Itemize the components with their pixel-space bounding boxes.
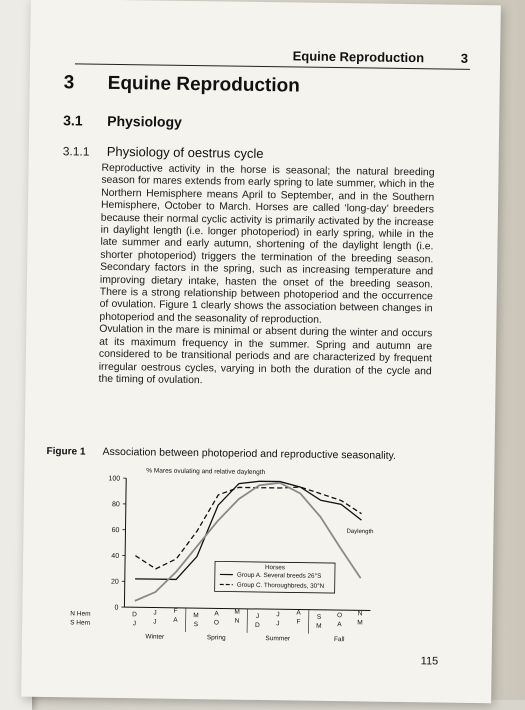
x-tick-label: M xyxy=(193,612,199,619)
x-tick-label: M xyxy=(234,609,240,616)
season-label: Summer xyxy=(265,635,290,642)
x-tick-label: F xyxy=(174,608,178,615)
book-page xyxy=(21,0,501,703)
paragraph-2: Ovulation in the mare is minimal or absent during the winter and occurs at its maximum frequency in the summer. Spring and autumn are considered to be transitional periods and are characterized by frequent irregular oestrous cycles, varying in both the duration of the cycle and the timing of ovulation. xyxy=(98,324,432,391)
chapter-title: Equine Reproduction xyxy=(108,73,300,98)
x-tick-label: S xyxy=(194,621,199,628)
x-tick-label: D xyxy=(255,622,260,629)
season-label: Spring xyxy=(207,634,226,641)
subsection-title: Physiology of oestrus cycle xyxy=(107,144,264,161)
figure-chart xyxy=(52,463,384,646)
y-tick-label: 60 xyxy=(112,527,120,534)
x-tick-label: S xyxy=(317,614,322,621)
x-tick-label: A xyxy=(337,621,342,628)
y-tick-label: 0 xyxy=(114,604,118,611)
y-tick-label: 80 xyxy=(112,501,120,508)
section-number: 3.1 xyxy=(63,112,83,128)
x-tick-label: J xyxy=(256,613,259,620)
legend-title: Horses xyxy=(265,564,285,571)
page-number: 115 xyxy=(421,655,439,667)
x-tick-label: D xyxy=(132,611,137,618)
x-tick-label: M xyxy=(316,623,322,630)
section-title: Physiology xyxy=(107,113,182,130)
y-tick-label: 20 xyxy=(111,579,119,586)
x-tick-label: O xyxy=(337,612,342,619)
chapter-number: 3 xyxy=(64,72,75,94)
running-head-title: Equine Reproduction xyxy=(293,48,425,65)
body-text xyxy=(98,163,434,391)
x-tick-label: A xyxy=(214,610,219,617)
y-axis-line xyxy=(124,478,126,607)
running-head-number: 3 xyxy=(461,51,468,66)
x-tick-label: J xyxy=(276,611,279,618)
y-tick-label: 100 xyxy=(108,475,120,482)
x-tick-label: J xyxy=(153,610,156,617)
daylength-label: Daylength xyxy=(346,529,373,535)
running-head xyxy=(75,43,470,70)
paragraph-1: Reproductive activity in the horse is seasonal; the natural breeding season for mares extends from early spring to late summer, which in the Northern Hemisphere means April to September, and in the Southern Hemisphere, October to March. Horses are called ‘long-day’ breeders because their normal cyclic activity is primarily activated by the increase in daylight length (i.e. longer photoperiod) in early spring, while in the late summer and early autumn, shortening of the daylight length (i.e. shorter photoperiod) triggers the termination of the breeding season. Secondary factors in the spring, such as increasing temperature and improving dietary intake, hasten the onset of the breeding season. There is a strong relationship between photoperiod and the occurrence of ovulation. Figure 1 clearly shows the association between changes in photoperiod and the seasonality of reproduction. xyxy=(99,163,434,329)
season-label: Winter xyxy=(145,633,165,640)
season-label: Fall xyxy=(334,636,345,643)
figure-caption: Association between photoperiod and reproductive seasonality. xyxy=(102,446,396,462)
subsection-number: 3.1.1 xyxy=(63,144,90,158)
x-row-label: N Hem xyxy=(70,610,90,617)
x-tick-label: J xyxy=(153,619,156,626)
figure-label: Figure 1 xyxy=(46,446,85,458)
x-row-label: S Hem xyxy=(70,619,90,626)
x-tick-label: N xyxy=(358,610,363,617)
x-tick-label: A xyxy=(173,617,178,624)
x-tick-label: O xyxy=(214,619,219,626)
legend-entry-1: Group C. Thoroughbreds, 30°N xyxy=(237,581,325,590)
x-tick-label: N xyxy=(235,618,240,625)
x-tick-label: F xyxy=(296,619,300,626)
x-tick-label: J xyxy=(276,620,279,627)
y-axis-label: % Mares ovulating and relative daylength xyxy=(146,467,265,476)
y-tick-label: 40 xyxy=(111,553,119,560)
x-tick-label: A xyxy=(296,610,301,617)
legend-entry-0: Group A. Several breeds 26°S xyxy=(237,571,322,580)
x-tick-label: M xyxy=(357,619,363,626)
x-tick-label: J xyxy=(133,620,136,627)
